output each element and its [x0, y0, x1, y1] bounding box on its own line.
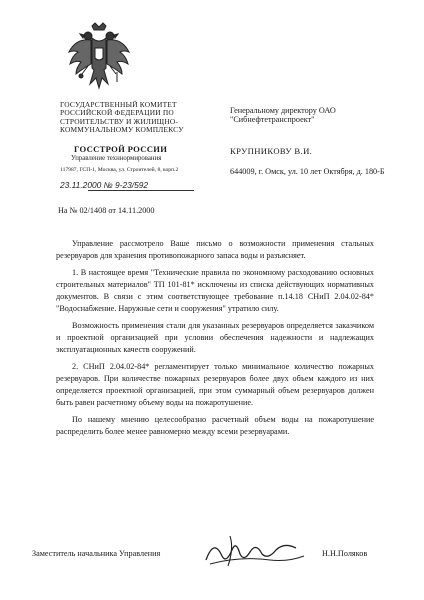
handwritten-signature — [200, 530, 310, 570]
body-paragraph: 1. В настоящее время "Технические правила по экономному расходованию основных строительных материалов" ТП 101-81* исключены из списка действующих нормативных документов. В связи с этим соответствующее требование п.14.18 СНиП 2.04.02-84* "Водоснабжение. Наружные сети и сооружения" утратило силу. — [56, 268, 374, 313]
org-line: РОССИЙСКОЙ ФЕДЕРАЦИИ ПО — [60, 108, 174, 118]
recipient-name: КРУПНИКОВУ В.И. — [230, 146, 313, 156]
body-paragraph: 2. СНиП 2.04.02-84* регламентирует только минимальное количество пожарных резервуаров. При количестве пожарных резервуаров более двух объем каждого из них определяется проектной организацией, при этом суммарный объем резервуаров должен быть равен расчетному объему воды на пожаротушение. — [56, 362, 374, 407]
org-line: ГОСУДАРСТВЕННЫЙ КОМИТЕТ — [60, 100, 177, 109]
body-paragraph: Управление рассмотрело Ваше письмо о возможности применения стальных резервуаров для хранения противопожарного запаса воды и разъясняет. — [56, 239, 374, 260]
agency-short-name: ГОССТРОЙ РОССИИ — [74, 144, 168, 154]
letter-body — [56, 238, 374, 443]
recipient-address: 644009, г. Омск, ул. 10 лет Октября, д. 180-Б — [230, 167, 385, 176]
registration-underline — [88, 190, 194, 191]
signatory-name: Н.Н.Поляков — [322, 549, 368, 558]
reference-line: На № 02/1408 от 14.11.2000 — [58, 206, 155, 215]
organization-name — [60, 101, 220, 135]
sender-address: 117987, ГСП-1, Москва, ул. Строителей, 8, корп.2 — [60, 167, 179, 173]
body-paragraph: Возможность применения стали для указанных резервуаров определяется заказчиком и проектной организацией при условии обеспечения надежности и надлежащих эксплуатационных качеств сооружений. — [56, 321, 374, 354]
org-line: КОММУНАЛЬНОМУ КОМПЛЕКСУ — [60, 125, 184, 135]
registration-number: 23.11.2000 № 9-23/592 — [60, 180, 149, 190]
org-line: СТРОИТЕЛЬСТВУ И ЖИЛИЩНО- — [60, 116, 179, 126]
signatory-title: Заместитель начальника Управления — [32, 549, 161, 558]
department-name: Управление техннормирования — [71, 155, 162, 162]
coat-of-arms-emblem — [66, 22, 132, 96]
body-paragraph: По нашему мнению целесообразно расчетный объем воды на пожаротушение распределить более менее равномерно между всеми резервуарами. — [56, 415, 374, 436]
recipient-title: Генеральному директору ОАО "Сибнефтетранспроект" — [230, 106, 336, 125]
